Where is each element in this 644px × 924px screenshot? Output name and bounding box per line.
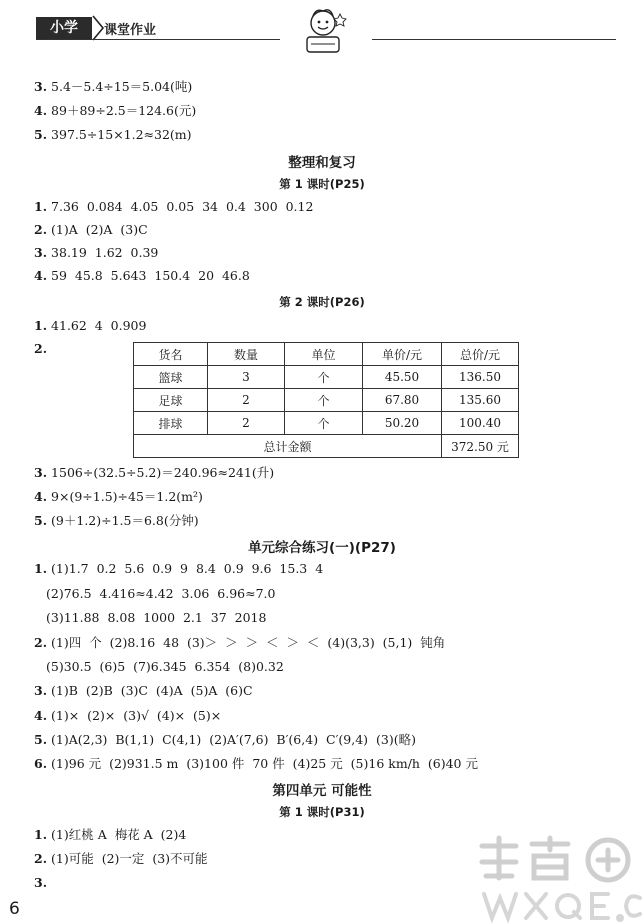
answer-line: 4. 89＋89÷2.5＝124.6(元) <box>34 103 197 118</box>
table-header-cell: 货名 <box>134 343 208 366</box>
table-cell: 2 <box>208 389 285 412</box>
table-cell: 个 <box>285 366 363 389</box>
header-title: 课堂作业 <box>104 23 157 38</box>
table-cell: 67.80 <box>363 389 442 412</box>
lesson-title: 第 1 课时(P25) <box>279 177 365 191</box>
table-cell: 136.50 <box>442 366 519 389</box>
page-number: 6 <box>9 899 20 919</box>
table-header-cell: 单位 <box>285 343 363 366</box>
answer-line: 1. (1)红桃 A 梅花 A (2)4 <box>34 827 187 842</box>
table-cell: 135.60 <box>442 389 519 412</box>
answer-line: (5)30.5 (6)5 (7)6.345 6.354 (8)0.32 <box>46 659 284 674</box>
total-label: 总计金额 <box>134 435 442 458</box>
answer-line: 4. 9×(9÷1.5)÷45＝1.2(m²) <box>34 489 203 504</box>
answer-line: 3. 1506÷(32.5÷5.2)＝240.96≈241(升) <box>34 465 275 480</box>
table-cell: 2 <box>208 412 285 435</box>
table-cell: 篮球 <box>134 366 208 389</box>
total-value: 372.50 元 <box>442 435 519 458</box>
mascot-logo-icon <box>296 6 350 58</box>
header-tag: 小学 <box>36 17 92 39</box>
answer-line: 4. (1)× (2)× (3)√ (4)× (5)× <box>34 708 222 723</box>
table-cell: 50.20 <box>363 412 442 435</box>
answer-line: 4. 59 45.8 5.643 150.4 20 46.8 <box>34 268 250 283</box>
table-cell: 个 <box>285 412 363 435</box>
answer-line: 6. (1)96 元 (2)931.5 m (3)100 件 70 件 (4)25 元 (5)16 km/h (6)40 元 <box>34 756 478 771</box>
section-title: 第四单元 可能性 <box>272 783 372 799</box>
answer-line: 2. (1)四 个 (2)8.16 48 (3)＞ ＞ ＞ ＜ ＞ ＜ (4)(3,3) (5,1) 钝角 <box>34 635 446 650</box>
table-total-row <box>134 435 519 458</box>
answer-line: 5. 397.5÷15×1.2≈32(m) <box>34 127 192 142</box>
table-row <box>134 366 519 389</box>
table-cell: 足球 <box>134 389 208 412</box>
answer-line: 1. 7.36 0.084 4.05 0.05 34 0.4 300 0.12 <box>34 199 314 214</box>
answer-line: (3)11.88 8.08 1000 2.1 37 2018 <box>46 610 267 625</box>
table-cell: 个 <box>285 389 363 412</box>
answer-line: 5. (1)A(2,3) B(1,1) C(4,1) (2)A′(7,6) B′(6,4) C′(9,4) (3)(略) <box>34 732 416 747</box>
section-title: 整理和复习 <box>288 155 356 171</box>
watermark-logo-icon <box>470 832 644 924</box>
answer-line: 2. (1)可能 (2)一定 (3)不可能 <box>34 851 208 866</box>
answer-line: 5. (9＋1.2)÷1.5＝6.8(分钟) <box>34 513 199 528</box>
table-header-row <box>134 343 519 366</box>
answer-line: 2. (1)A (2)A (3)C <box>34 222 148 237</box>
answer-line: 1. (1)1.7 0.2 5.6 0.9 9 8.4 0.9 9.6 15.3 4 <box>34 561 324 576</box>
answer-line: 3. (1)B (2)B (3)C (4)A (5)A (6)C <box>34 683 253 698</box>
table-header-cell: 数量 <box>208 343 285 366</box>
table-header-cell: 单价/元 <box>363 343 442 366</box>
lesson-title: 第 1 课时(P31) <box>279 805 365 819</box>
goods-price-table <box>133 342 519 458</box>
header-rule-right <box>372 39 616 40</box>
lesson-title: 第 2 课时(P26) <box>279 295 365 309</box>
page-header <box>0 0 644 60</box>
answer-line: (2)76.5 4.416≈4.42 3.06 6.96̇≈7.0 <box>46 586 276 601</box>
table-row <box>134 412 519 435</box>
table-cell: 100.40 <box>442 412 519 435</box>
answer-line: 3. 5.4－5.4÷15＝5.04(吨) <box>34 79 193 94</box>
table-cell: 3 <box>208 366 285 389</box>
table-cell: 排球 <box>134 412 208 435</box>
table-row <box>134 389 519 412</box>
section-title: 单元综合练习(一)(P27) <box>248 540 396 556</box>
table-cell: 45.50 <box>363 366 442 389</box>
answer-line: 1. 41.62 4 0.909 <box>34 318 147 333</box>
answer-line: 3. 38.19 1.62 0.39 <box>34 245 159 260</box>
answer-line: 3. <box>34 875 48 890</box>
answer-line: 2. <box>34 341 48 356</box>
header-rule-left <box>36 39 280 40</box>
table-header-cell: 总价/元 <box>442 343 519 366</box>
